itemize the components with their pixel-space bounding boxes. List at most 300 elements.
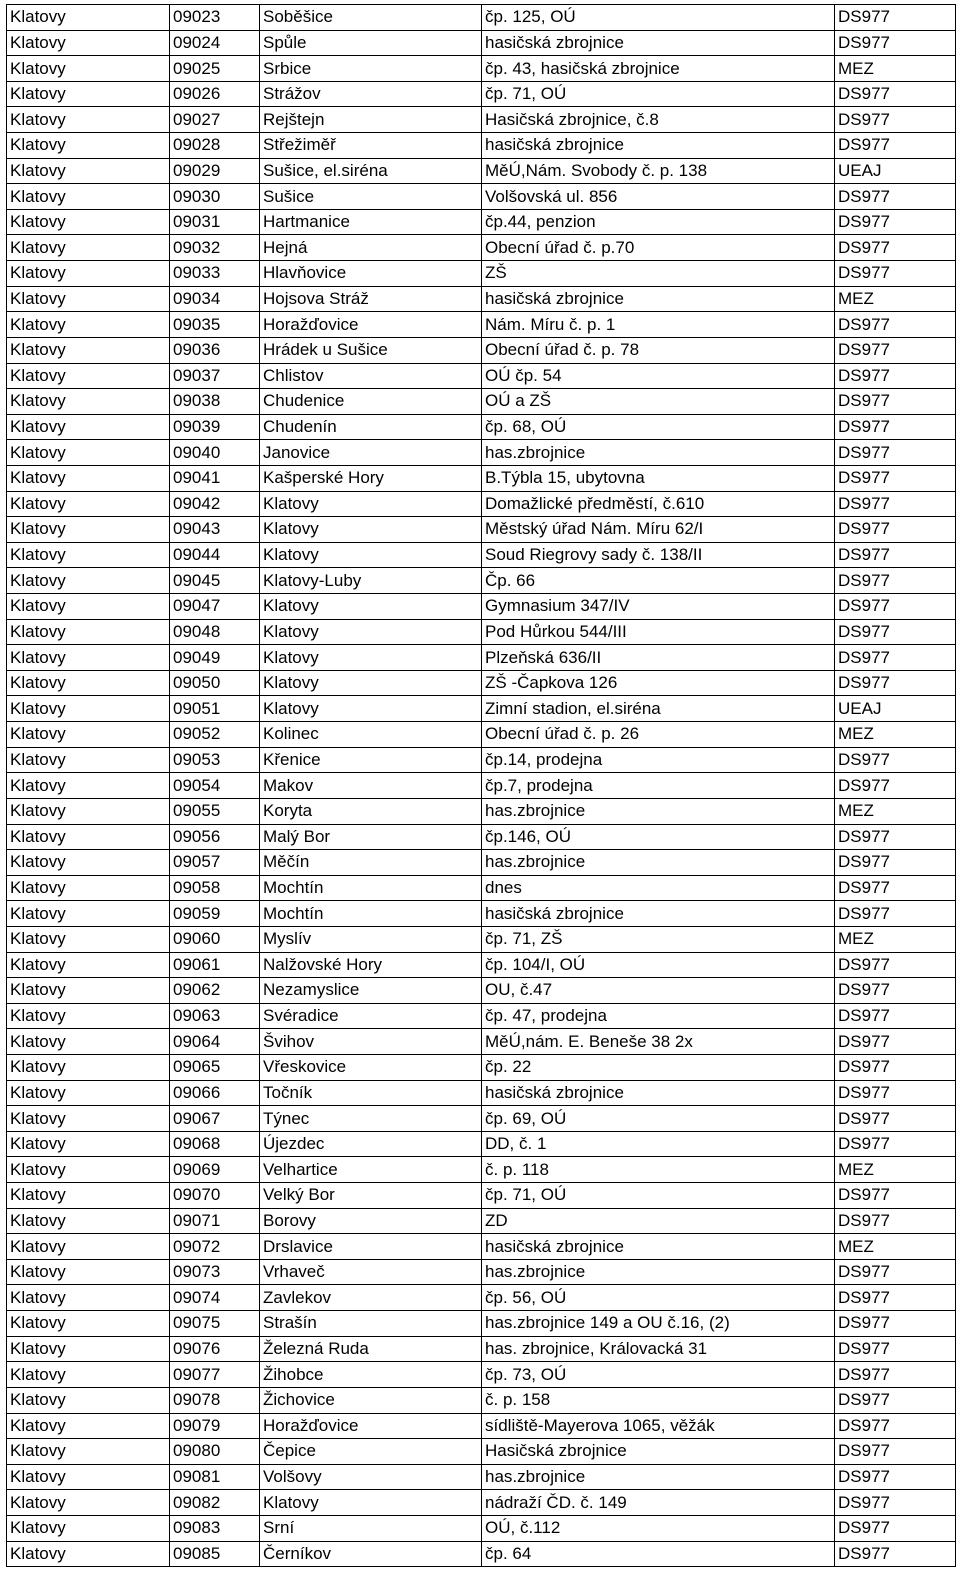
code-cell: 09048	[170, 619, 260, 645]
table-row	[7, 1336, 956, 1362]
municipality-cell: Švihov	[260, 1029, 482, 1055]
type-cell: MEZ	[835, 798, 956, 824]
table-row	[7, 184, 956, 210]
location-cell: DD, č. 1	[482, 1131, 835, 1157]
type-cell: DS977	[835, 1541, 956, 1567]
municipality-cell: Koryta	[260, 798, 482, 824]
code-cell: 09062	[170, 978, 260, 1004]
location-cell: ZD	[482, 1208, 835, 1234]
table-row	[7, 619, 956, 645]
code-cell: 09033	[170, 261, 260, 287]
type-cell: DS977	[835, 1413, 956, 1439]
municipality-cell: Žichovice	[260, 1387, 482, 1413]
municipality-cell: Měčín	[260, 850, 482, 876]
code-cell: 09031	[170, 209, 260, 235]
table-row	[7, 850, 956, 876]
code-cell: 09042	[170, 491, 260, 517]
table-row	[7, 1080, 956, 1106]
location-cell: OU, č.47	[482, 978, 835, 1004]
type-cell: DS977	[835, 5, 956, 31]
table-row	[7, 440, 956, 466]
district-cell: Klatovy	[7, 389, 170, 415]
code-cell: 09077	[170, 1362, 260, 1388]
municipality-cell: Střežiměř	[260, 133, 482, 159]
location-cell: čp. 73, OÚ	[482, 1362, 835, 1388]
type-cell: DS977	[835, 594, 956, 620]
district-cell: Klatovy	[7, 133, 170, 159]
location-cell: Pod Hůrkou 544/III	[482, 619, 835, 645]
type-cell: DS977	[835, 1131, 956, 1157]
type-cell: MEZ	[835, 286, 956, 312]
location-cell: čp. 47, prodejna	[482, 1003, 835, 1029]
location-cell: Čp. 66	[482, 568, 835, 594]
district-cell: Klatovy	[7, 952, 170, 978]
code-cell: 09035	[170, 312, 260, 338]
district-cell: Klatovy	[7, 670, 170, 696]
type-cell: DS977	[835, 1439, 956, 1465]
table-row	[7, 747, 956, 773]
location-cell: B.Týbla 15, ubytovna	[482, 465, 835, 491]
code-cell: 09032	[170, 235, 260, 261]
municipality-cell: Rejštejn	[260, 107, 482, 133]
municipality-cell: Sušice, el.siréna	[260, 158, 482, 184]
type-cell: DS977	[835, 1003, 956, 1029]
code-cell: 09050	[170, 670, 260, 696]
type-cell: DS977	[835, 1490, 956, 1516]
code-cell: 09066	[170, 1080, 260, 1106]
district-cell: Klatovy	[7, 619, 170, 645]
type-cell: DS977	[835, 30, 956, 56]
municipality-cell: Hejná	[260, 235, 482, 261]
table-row	[7, 798, 956, 824]
type-cell: DS977	[835, 670, 956, 696]
location-cell: Plzeňská 636/II	[482, 645, 835, 671]
location-cell: čp.146, OÚ	[482, 824, 835, 850]
type-cell: DS977	[835, 81, 956, 107]
district-cell: Klatovy	[7, 1234, 170, 1260]
municipality-cell: Spůle	[260, 30, 482, 56]
municipality-cell: Drslavice	[260, 1234, 482, 1260]
table-row	[7, 594, 956, 620]
type-cell: MEZ	[835, 56, 956, 82]
table-row	[7, 81, 956, 107]
municipality-cell: Klatovy	[260, 645, 482, 671]
location-cell: čp.7, prodejna	[482, 773, 835, 799]
code-cell: 09038	[170, 389, 260, 415]
district-cell: Klatovy	[7, 1029, 170, 1055]
code-cell: 09064	[170, 1029, 260, 1055]
type-cell: DS977	[835, 568, 956, 594]
district-cell: Klatovy	[7, 798, 170, 824]
district-cell: Klatovy	[7, 414, 170, 440]
municipality-cell: Újezdec	[260, 1131, 482, 1157]
district-cell: Klatovy	[7, 261, 170, 287]
municipality-cell: Klatovy	[260, 696, 482, 722]
municipality-cell: Horažďovice	[260, 1413, 482, 1439]
location-cell: OÚ a ZŠ	[482, 389, 835, 415]
district-cell: Klatovy	[7, 875, 170, 901]
table-row	[7, 312, 956, 338]
location-cell: hasičská zbrojnice	[482, 1234, 835, 1260]
code-cell: 09085	[170, 1541, 260, 1567]
code-cell: 09063	[170, 1003, 260, 1029]
type-cell: DS977	[835, 184, 956, 210]
code-cell: 09070	[170, 1183, 260, 1209]
table-row	[7, 1387, 956, 1413]
code-cell: 09082	[170, 1490, 260, 1516]
type-cell: DS977	[835, 1464, 956, 1490]
location-cell: dnes	[482, 875, 835, 901]
type-cell: DS977	[835, 1362, 956, 1388]
location-cell: Zimní stadion, el.siréna	[482, 696, 835, 722]
district-cell: Klatovy	[7, 1106, 170, 1132]
table-row	[7, 363, 956, 389]
location-cell: čp. 64	[482, 1541, 835, 1567]
table-row	[7, 1490, 956, 1516]
code-cell: 09053	[170, 747, 260, 773]
municipality-cell: Křenice	[260, 747, 482, 773]
location-cell: ZŠ -Čapkova 126	[482, 670, 835, 696]
code-cell: 09034	[170, 286, 260, 312]
code-cell: 09058	[170, 875, 260, 901]
code-cell: 09027	[170, 107, 260, 133]
table-row	[7, 926, 956, 952]
table-row	[7, 645, 956, 671]
location-cell: hasičská zbrojnice	[482, 1080, 835, 1106]
type-cell: DS977	[835, 824, 956, 850]
table-row	[7, 978, 956, 1004]
type-cell: DS977	[835, 209, 956, 235]
municipality-cell: Srní	[260, 1515, 482, 1541]
type-cell: DS977	[835, 517, 956, 543]
table-row	[7, 517, 956, 543]
table-row	[7, 5, 956, 31]
table-row	[7, 414, 956, 440]
municipality-cell: Svéradice	[260, 1003, 482, 1029]
location-cell: čp.44, penzion	[482, 209, 835, 235]
district-cell: Klatovy	[7, 1131, 170, 1157]
table-row	[7, 773, 956, 799]
district-cell: Klatovy	[7, 158, 170, 184]
type-cell: DS977	[835, 773, 956, 799]
municipality-cell: Klatovy	[260, 670, 482, 696]
code-cell: 09040	[170, 440, 260, 466]
table-row	[7, 824, 956, 850]
code-cell: 09061	[170, 952, 260, 978]
type-cell: DS977	[835, 133, 956, 159]
table-row	[7, 133, 956, 159]
table-row	[7, 1234, 956, 1260]
code-cell: 09047	[170, 594, 260, 620]
municipality-cell: Nezamyslice	[260, 978, 482, 1004]
type-cell: DS977	[835, 1054, 956, 1080]
location-cell: čp. 71, ZŠ	[482, 926, 835, 952]
siren-table	[6, 4, 956, 1567]
table-row	[7, 1029, 956, 1055]
location-cell: čp. 71, OÚ	[482, 81, 835, 107]
type-cell: DS977	[835, 414, 956, 440]
municipality-cell: Klatovy-Luby	[260, 568, 482, 594]
municipality-cell: Točník	[260, 1080, 482, 1106]
code-cell: 09043	[170, 517, 260, 543]
district-cell: Klatovy	[7, 1157, 170, 1183]
code-cell: 09071	[170, 1208, 260, 1234]
district-cell: Klatovy	[7, 184, 170, 210]
location-cell: MěÚ,nám. E. Beneše 38 2x	[482, 1029, 835, 1055]
type-cell: DS977	[835, 645, 956, 671]
municipality-cell: Horažďovice	[260, 312, 482, 338]
district-cell: Klatovy	[7, 850, 170, 876]
district-cell: Klatovy	[7, 1413, 170, 1439]
district-cell: Klatovy	[7, 107, 170, 133]
district-cell: Klatovy	[7, 1183, 170, 1209]
table-row	[7, 465, 956, 491]
code-cell: 09073	[170, 1259, 260, 1285]
table-row	[7, 1259, 956, 1285]
district-cell: Klatovy	[7, 1541, 170, 1567]
district-cell: Klatovy	[7, 1515, 170, 1541]
district-cell: Klatovy	[7, 645, 170, 671]
municipality-cell: Čepice	[260, 1439, 482, 1465]
municipality-cell: Černíkov	[260, 1541, 482, 1567]
municipality-cell: Hartmanice	[260, 209, 482, 235]
municipality-cell: Hrádek u Sušice	[260, 337, 482, 363]
type-cell: DS977	[835, 491, 956, 517]
table-row	[7, 1413, 956, 1439]
code-cell: 09081	[170, 1464, 260, 1490]
table-row	[7, 1208, 956, 1234]
district-cell: Klatovy	[7, 363, 170, 389]
code-cell: 09051	[170, 696, 260, 722]
location-cell: čp. 125, OÚ	[482, 5, 835, 31]
location-cell: Volšovská ul. 856	[482, 184, 835, 210]
district-cell: Klatovy	[7, 337, 170, 363]
district-cell: Klatovy	[7, 491, 170, 517]
code-cell: 09039	[170, 414, 260, 440]
district-cell: Klatovy	[7, 81, 170, 107]
location-cell: OÚ, č.112	[482, 1515, 835, 1541]
table-row	[7, 1003, 956, 1029]
table-row	[7, 158, 956, 184]
type-cell: MEZ	[835, 926, 956, 952]
location-cell: has.zbrojnice 149 a OU č.16, (2)	[482, 1311, 835, 1337]
type-cell: MEZ	[835, 1157, 956, 1183]
type-cell: DS977	[835, 1311, 956, 1337]
municipality-cell: Klatovy	[260, 1490, 482, 1516]
code-cell: 09052	[170, 722, 260, 748]
district-cell: Klatovy	[7, 209, 170, 235]
location-cell: has.zbrojnice	[482, 850, 835, 876]
district-cell: Klatovy	[7, 1336, 170, 1362]
type-cell: UEAJ	[835, 158, 956, 184]
municipality-cell: Borovy	[260, 1208, 482, 1234]
location-cell: Hasičská zbrojnice	[482, 1439, 835, 1465]
code-cell: 09045	[170, 568, 260, 594]
district-cell: Klatovy	[7, 696, 170, 722]
district-cell: Klatovy	[7, 312, 170, 338]
municipality-cell: Klatovy	[260, 594, 482, 620]
table-row	[7, 901, 956, 927]
district-cell: Klatovy	[7, 1259, 170, 1285]
table-row	[7, 1464, 956, 1490]
type-cell: DS977	[835, 312, 956, 338]
municipality-cell: Strašín	[260, 1311, 482, 1337]
type-cell: DS977	[835, 1080, 956, 1106]
municipality-cell: Chudenice	[260, 389, 482, 415]
code-cell: 09075	[170, 1311, 260, 1337]
location-cell: has.zbrojnice	[482, 798, 835, 824]
code-cell: 09078	[170, 1387, 260, 1413]
location-cell: OÚ čp. 54	[482, 363, 835, 389]
code-cell: 09056	[170, 824, 260, 850]
district-cell: Klatovy	[7, 235, 170, 261]
municipality-cell: Hlavňovice	[260, 261, 482, 287]
district-cell: Klatovy	[7, 568, 170, 594]
location-cell: hasičská zbrojnice	[482, 30, 835, 56]
type-cell: DS977	[835, 747, 956, 773]
district-cell: Klatovy	[7, 1311, 170, 1337]
table-row	[7, 1515, 956, 1541]
location-cell: čp. 43, hasičská zbrojnice	[482, 56, 835, 82]
type-cell: DS977	[835, 901, 956, 927]
municipality-cell: Klatovy	[260, 619, 482, 645]
municipality-cell: Kolinec	[260, 722, 482, 748]
code-cell: 09029	[170, 158, 260, 184]
code-cell: 09023	[170, 5, 260, 31]
district-cell: Klatovy	[7, 1362, 170, 1388]
type-cell: DS977	[835, 978, 956, 1004]
location-cell: čp. 104/I, OÚ	[482, 952, 835, 978]
table-row	[7, 107, 956, 133]
municipality-cell: Vřeskovice	[260, 1054, 482, 1080]
municipality-cell: Malý Bor	[260, 824, 482, 850]
type-cell: DS977	[835, 440, 956, 466]
location-cell: Městský úřad Nám. Míru 62/I	[482, 517, 835, 543]
district-cell: Klatovy	[7, 773, 170, 799]
table-row	[7, 1106, 956, 1132]
municipality-cell: Velký Bor	[260, 1183, 482, 1209]
type-cell: DS977	[835, 1183, 956, 1209]
district-cell: Klatovy	[7, 56, 170, 82]
location-cell: čp. 22	[482, 1054, 835, 1080]
type-cell: DS977	[835, 952, 956, 978]
district-cell: Klatovy	[7, 542, 170, 568]
code-cell: 09036	[170, 337, 260, 363]
code-cell: 09049	[170, 645, 260, 671]
location-cell: čp. 68, OÚ	[482, 414, 835, 440]
table-body	[7, 5, 956, 1567]
location-cell: čp. 69, OÚ	[482, 1106, 835, 1132]
location-cell: nádraží ČD. č. 149	[482, 1490, 835, 1516]
location-cell: Domažlické předměstí, č.610	[482, 491, 835, 517]
code-cell: 09065	[170, 1054, 260, 1080]
type-cell: DS977	[835, 875, 956, 901]
table-row	[7, 670, 956, 696]
district-cell: Klatovy	[7, 5, 170, 31]
code-cell: 09041	[170, 465, 260, 491]
type-cell: DS977	[835, 1387, 956, 1413]
municipality-cell: Mochtín	[260, 901, 482, 927]
district-cell: Klatovy	[7, 30, 170, 56]
district-cell: Klatovy	[7, 901, 170, 927]
code-cell: 09026	[170, 81, 260, 107]
location-cell: has.zbrojnice	[482, 440, 835, 466]
district-cell: Klatovy	[7, 440, 170, 466]
type-cell: DS977	[835, 465, 956, 491]
type-cell: DS977	[835, 1285, 956, 1311]
location-cell: Soud Riegrovy sady č. 138/II	[482, 542, 835, 568]
type-cell: DS977	[835, 1106, 956, 1132]
municipality-cell: Mochtín	[260, 875, 482, 901]
code-cell: 09060	[170, 926, 260, 952]
code-cell: 09057	[170, 850, 260, 876]
type-cell: DS977	[835, 337, 956, 363]
municipality-cell: Klatovy	[260, 491, 482, 517]
table-row	[7, 56, 956, 82]
table-row	[7, 337, 956, 363]
code-cell: 09054	[170, 773, 260, 799]
code-cell: 09025	[170, 56, 260, 82]
district-cell: Klatovy	[7, 722, 170, 748]
location-cell: ZŠ	[482, 261, 835, 287]
type-cell: DS977	[835, 1336, 956, 1362]
municipality-cell: Chlistov	[260, 363, 482, 389]
location-cell: has.zbrojnice	[482, 1464, 835, 1490]
table-row	[7, 1131, 956, 1157]
municipality-cell: Strážov	[260, 81, 482, 107]
table-row	[7, 1311, 956, 1337]
municipality-cell: Janovice	[260, 440, 482, 466]
district-cell: Klatovy	[7, 1080, 170, 1106]
location-cell: Hasičská zbrojnice, č.8	[482, 107, 835, 133]
municipality-cell: Chudenín	[260, 414, 482, 440]
district-cell: Klatovy	[7, 1439, 170, 1465]
table-row	[7, 696, 956, 722]
municipality-cell: Žihobce	[260, 1362, 482, 1388]
code-cell: 09076	[170, 1336, 260, 1362]
district-cell: Klatovy	[7, 1285, 170, 1311]
municipality-cell: Sušice	[260, 184, 482, 210]
table-row	[7, 568, 956, 594]
code-cell: 09037	[170, 363, 260, 389]
location-cell: hasičská zbrojnice	[482, 901, 835, 927]
municipality-cell: Zavlekov	[260, 1285, 482, 1311]
type-cell: DS977	[835, 1029, 956, 1055]
type-cell: DS977	[835, 1208, 956, 1234]
table-row	[7, 389, 956, 415]
municipality-cell: Hojsova Stráž	[260, 286, 482, 312]
district-cell: Klatovy	[7, 1208, 170, 1234]
municipality-cell: Makov	[260, 773, 482, 799]
type-cell: DS977	[835, 261, 956, 287]
code-cell: 09068	[170, 1131, 260, 1157]
district-cell: Klatovy	[7, 1054, 170, 1080]
code-cell: 09072	[170, 1234, 260, 1260]
municipality-cell: Vrhaveč	[260, 1259, 482, 1285]
location-cell: čp. 71, OÚ	[482, 1183, 835, 1209]
district-cell: Klatovy	[7, 465, 170, 491]
district-cell: Klatovy	[7, 747, 170, 773]
table-row	[7, 1362, 956, 1388]
type-cell: MEZ	[835, 1234, 956, 1260]
table-row	[7, 1439, 956, 1465]
district-cell: Klatovy	[7, 594, 170, 620]
table-row	[7, 261, 956, 287]
type-cell: DS977	[835, 389, 956, 415]
district-cell: Klatovy	[7, 1490, 170, 1516]
district-cell: Klatovy	[7, 1387, 170, 1413]
table-row	[7, 542, 956, 568]
